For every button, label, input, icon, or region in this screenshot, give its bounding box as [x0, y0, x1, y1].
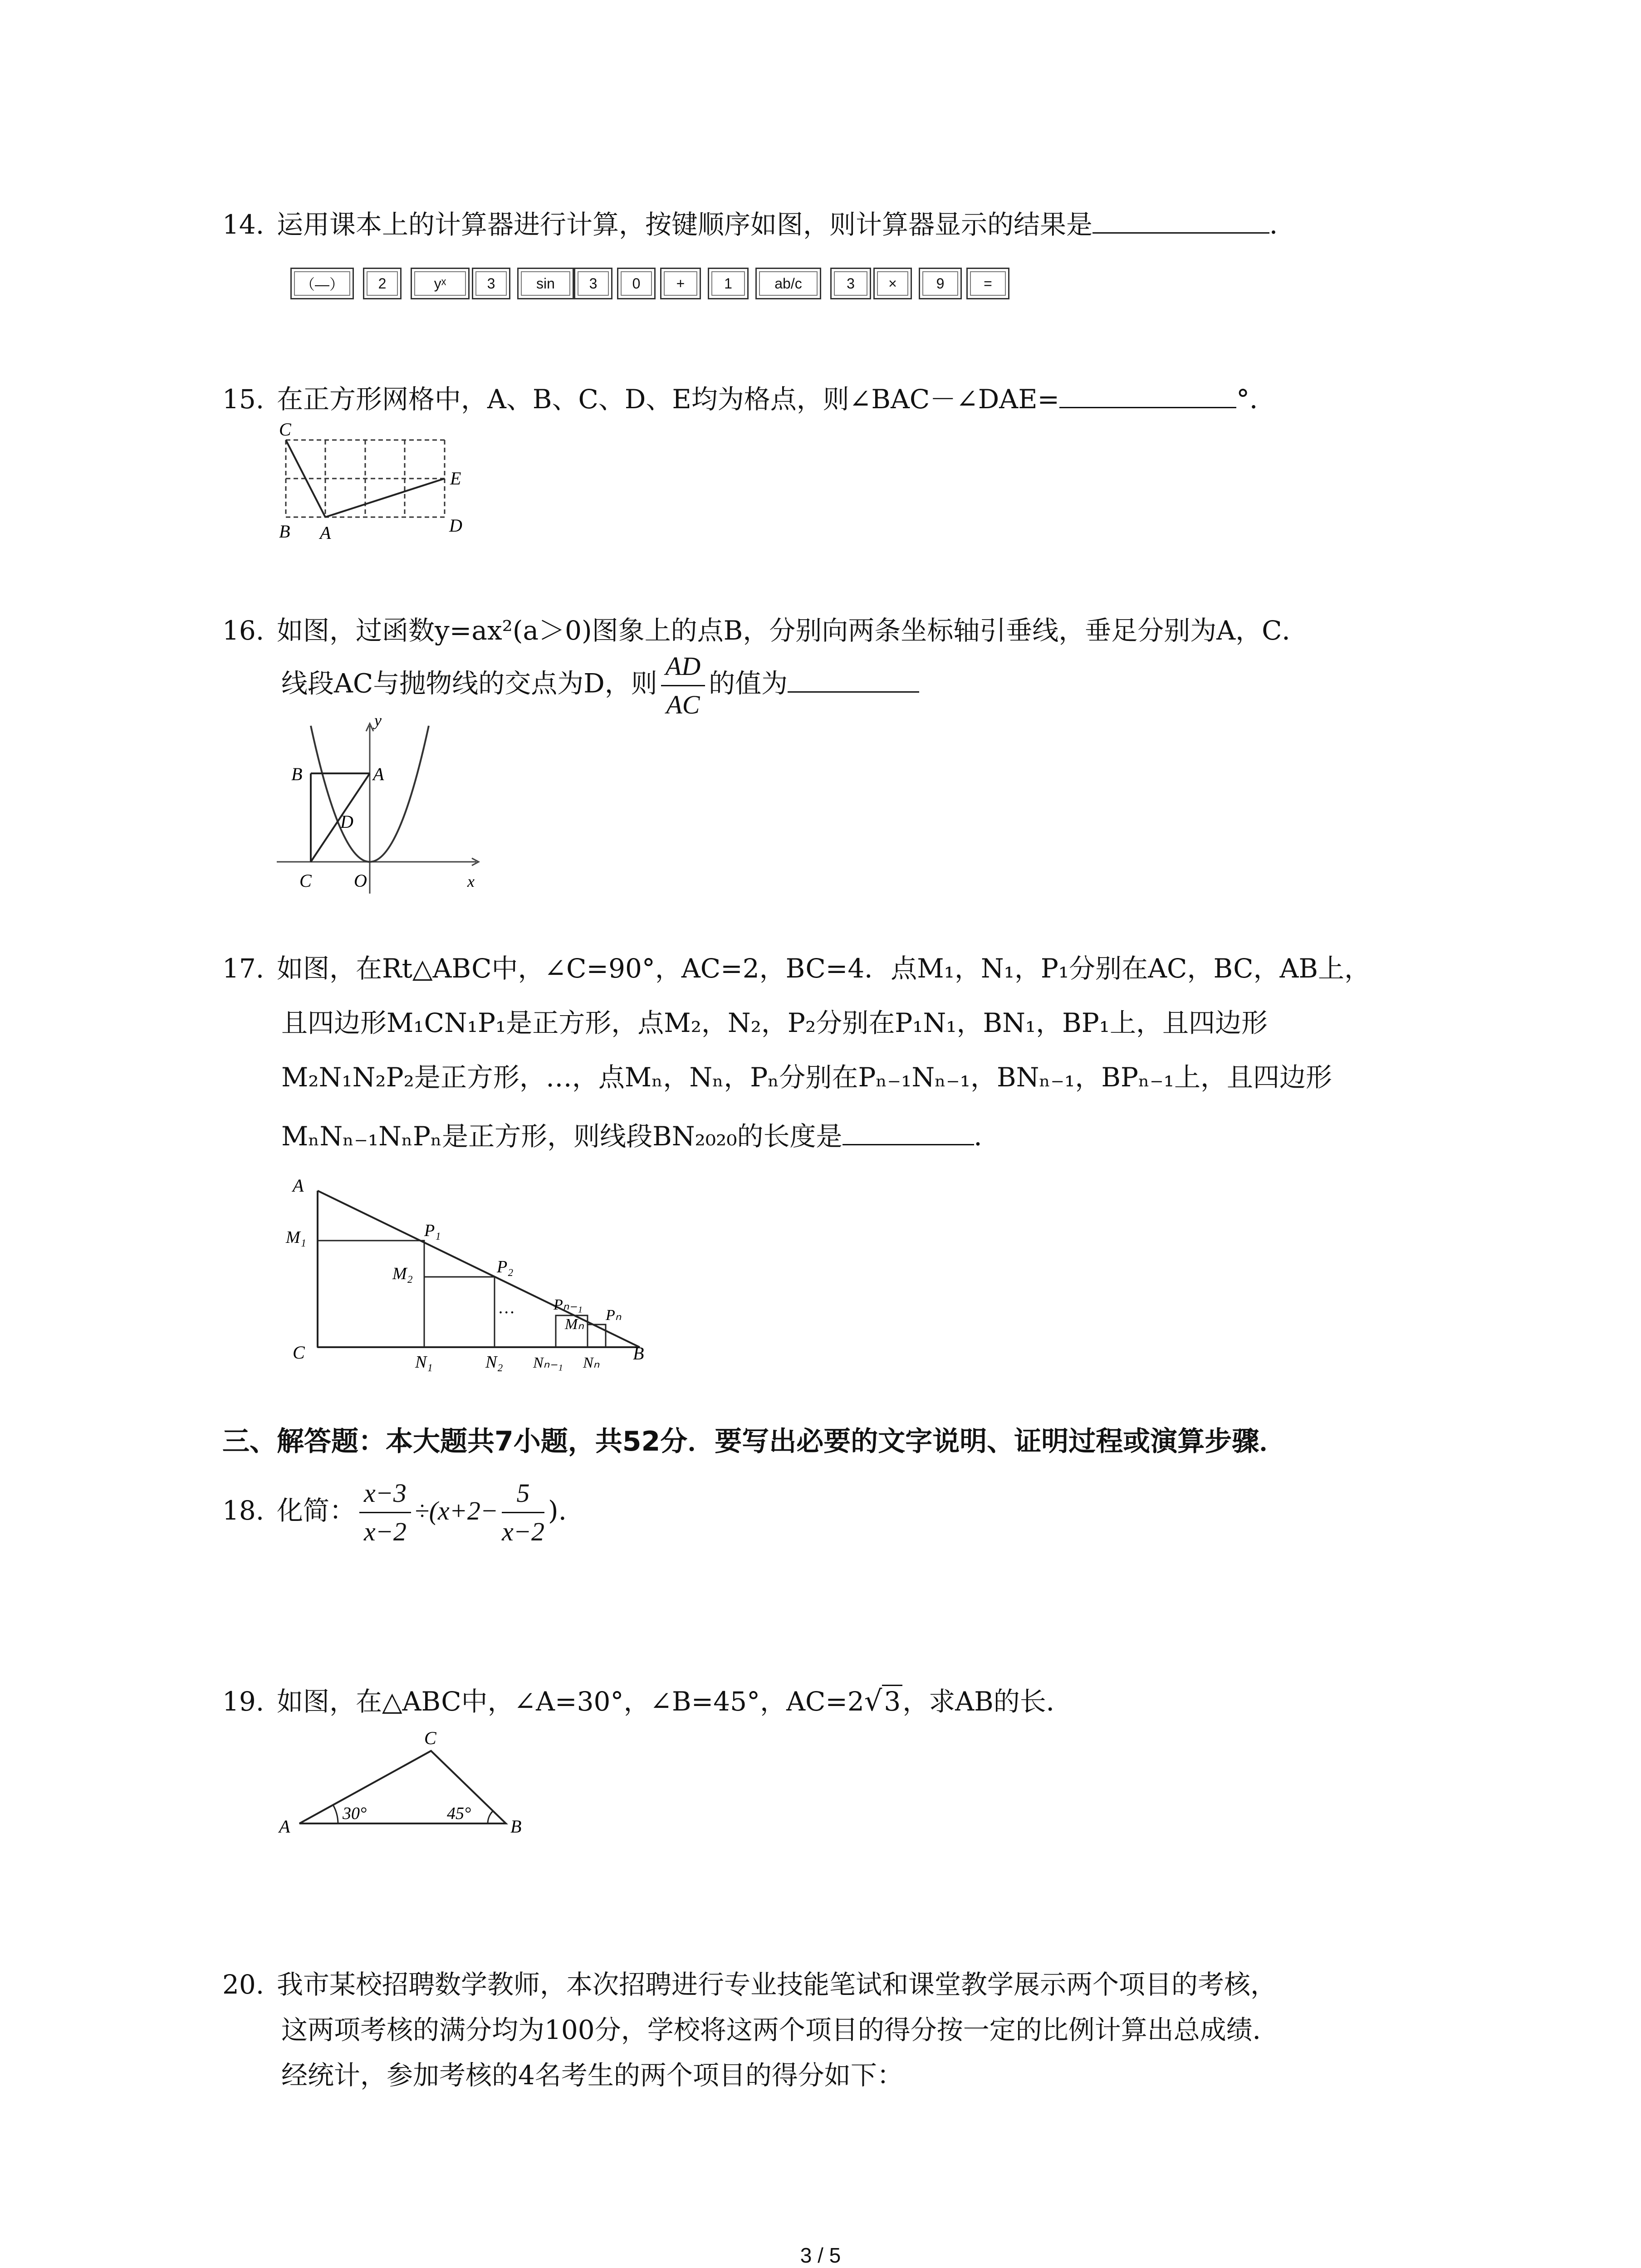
question-16 [222, 608, 1308, 653]
segment-AE [325, 479, 445, 517]
parabola-figure [272, 717, 490, 898]
label-y: y [374, 717, 382, 729]
label-M2: M₂ [392, 1264, 413, 1283]
question-number: 19. [222, 1686, 265, 1717]
label-x: x [467, 872, 475, 890]
question-text-line1: 我市某校招聘数学教师，本次招聘进行专业技能笔试和课堂教学展示两个项目的考核， [277, 1969, 1277, 2000]
calc-key: 9 [919, 268, 962, 299]
calc-key: 3 [830, 268, 871, 299]
fraction-2 [502, 1480, 544, 1545]
question-text-end: 的值为 [709, 668, 788, 699]
question-17-line2: 且四边形M₁CN₁P₁是正方形，点M₂，N₂，P₂分别在P₁N₁，BN₁，BP₁上，且四边形 [281, 1007, 1268, 1038]
label-O: O [354, 870, 367, 891]
label-D: D [340, 811, 353, 832]
question-number: 16. [222, 615, 265, 646]
calc-key: yˣ [411, 268, 470, 299]
calc-key: （—） [290, 268, 354, 299]
calc-key: ab/c [755, 268, 821, 299]
sqrt-symbol: √ [864, 1684, 882, 1717]
label-Pn-1: Pₙ₋₁ [554, 1296, 583, 1313]
sqrt-radicand: 3 [882, 1685, 902, 1717]
label-D: D [449, 515, 462, 536]
question-text-line1: 如图，过函数y=ax²(a＞0)图象上的点B，分别向两条坐标轴引垂线，垂足分别为A，C． [277, 615, 1308, 646]
question-15 [222, 376, 1276, 422]
calc-key: 2 [363, 268, 402, 299]
label-A: A [293, 1175, 304, 1196]
label-P1: P₁ [424, 1221, 441, 1240]
label-N2: N₂ [485, 1353, 503, 1372]
question-17 [222, 946, 1371, 991]
question-end: ，求AB的长． [902, 1686, 1073, 1717]
expression-middle: ÷(x+2− [414, 1496, 499, 1525]
fraction-numerator: 5 [502, 1480, 544, 1513]
question-20-line2: 这两项考核的满分均为100分，学校将这两个项目的得分按一定的比例计算出总成绩． [281, 2014, 1279, 2045]
question-number: 15. [222, 384, 265, 415]
right-triangle-squares-figure [281, 1168, 690, 1381]
section-heading: 三、解答题：本大题共7小题，共52分．要写出必要的文字说明、证明过程或演算步骤． [222, 1426, 1287, 1457]
label-A: A [320, 523, 331, 543]
calc-key: 1 [708, 268, 749, 299]
label-C: C [279, 419, 291, 440]
label-A: A [373, 764, 384, 784]
question-20-line3: 经统计，参加考核的4名考生的两个项目的得分如下： [281, 2060, 903, 2091]
page-number: 3 / 5 [800, 2244, 841, 2267]
grid-figure [272, 417, 508, 549]
question-text: 在正方形网格中，A、B、C、D、E均为格点，则∠BAC－∠DAE= [277, 384, 1060, 415]
question-17-line4 [281, 1114, 1000, 1159]
answer-blank [788, 664, 919, 693]
answer-blank [1059, 380, 1236, 408]
label-Nn: Nₙ [583, 1354, 600, 1371]
calc-key: = [966, 268, 1009, 299]
angle-A-label: 30° [343, 1804, 367, 1823]
question-text: 如图，在△ABC中，∠A=30°，∠B=45°，AC=2 [277, 1686, 864, 1717]
label-E: E [450, 468, 461, 489]
label-A: A [279, 1816, 290, 1837]
question-text-line4: MₙNₙ₋₁NₙPₙ是正方形，则线段BN₂₀₂₀的长度是 [281, 1121, 843, 1152]
calc-key: sin [517, 268, 574, 299]
question-end: ． [1269, 209, 1296, 240]
question-text: 化简： [277, 1495, 356, 1526]
answer-blank [843, 1117, 974, 1145]
fraction-1 [359, 1480, 411, 1545]
calc-key: × [873, 268, 912, 299]
calc-key: 3 [472, 268, 510, 299]
question-20 [222, 1962, 1277, 2007]
question-text: 运用课本上的计算器进行计算，按键顺序如图，则计算器显示的结果是 [277, 209, 1093, 240]
fraction-denominator: x−2 [502, 1517, 544, 1547]
label-ellipsis: … [499, 1298, 514, 1317]
label-N1: N₁ [415, 1353, 433, 1372]
question-16-line2 [281, 653, 919, 718]
expression-end: ). [548, 1495, 567, 1526]
answer-blank [1092, 205, 1269, 234]
question-number: 14. [222, 209, 265, 240]
calc-key: + [660, 268, 701, 299]
label-C: C [299, 870, 312, 891]
label-B: B [291, 764, 303, 784]
question-text-line1: 如图，在Rt△ABC中，∠C=90°，AC=2，BC=4．点M₁，N₁，P₁分别在AC，BC，AB上， [277, 953, 1371, 984]
label-M1: M₁ [286, 1228, 306, 1247]
angle-B-label: 45° [447, 1804, 471, 1823]
fraction-denominator: x−2 [364, 1517, 407, 1547]
question-17-line3: M₂N₁N₂P₂是正方形，…，点Mₙ，Nₙ，Pₙ分别在Pₙ₋₁Nₙ₋₁，BNₙ₋₁，BPₙ₋₁上，且四边形 [281, 1062, 1332, 1093]
fraction-denominator: AC [666, 690, 700, 719]
triangle-figure [272, 1724, 544, 1846]
label-B: B [510, 1816, 522, 1837]
label-C: C [293, 1342, 305, 1363]
question-14 [222, 202, 1296, 247]
question-number: 18. [222, 1495, 265, 1526]
question-19 [222, 1678, 1073, 1724]
question-end: ． [974, 1121, 1000, 1152]
question-end: °． [1236, 384, 1276, 415]
label-Pn: Pₙ [606, 1307, 622, 1324]
calc-key: 0 [617, 268, 656, 299]
label-C: C [424, 1728, 436, 1748]
fraction-numerator: AD [661, 653, 705, 686]
label-P2: P₂ [497, 1257, 514, 1276]
label-Nn-1: Nₙ₋₁ [533, 1354, 563, 1371]
label-B: B [279, 521, 290, 542]
question-number: 20. [222, 1969, 265, 2000]
fraction-numerator: x−3 [359, 1480, 411, 1513]
question-number: 17. [222, 953, 265, 984]
label-B: B [633, 1343, 644, 1364]
label-Mn: Mₙ [565, 1316, 584, 1333]
question-text-line2: 线段AC与抛物线的交点为D，则 [281, 668, 657, 699]
fraction-AD-AC [661, 653, 705, 718]
calc-key: 3 [574, 268, 612, 299]
question-18 [222, 1476, 567, 1545]
